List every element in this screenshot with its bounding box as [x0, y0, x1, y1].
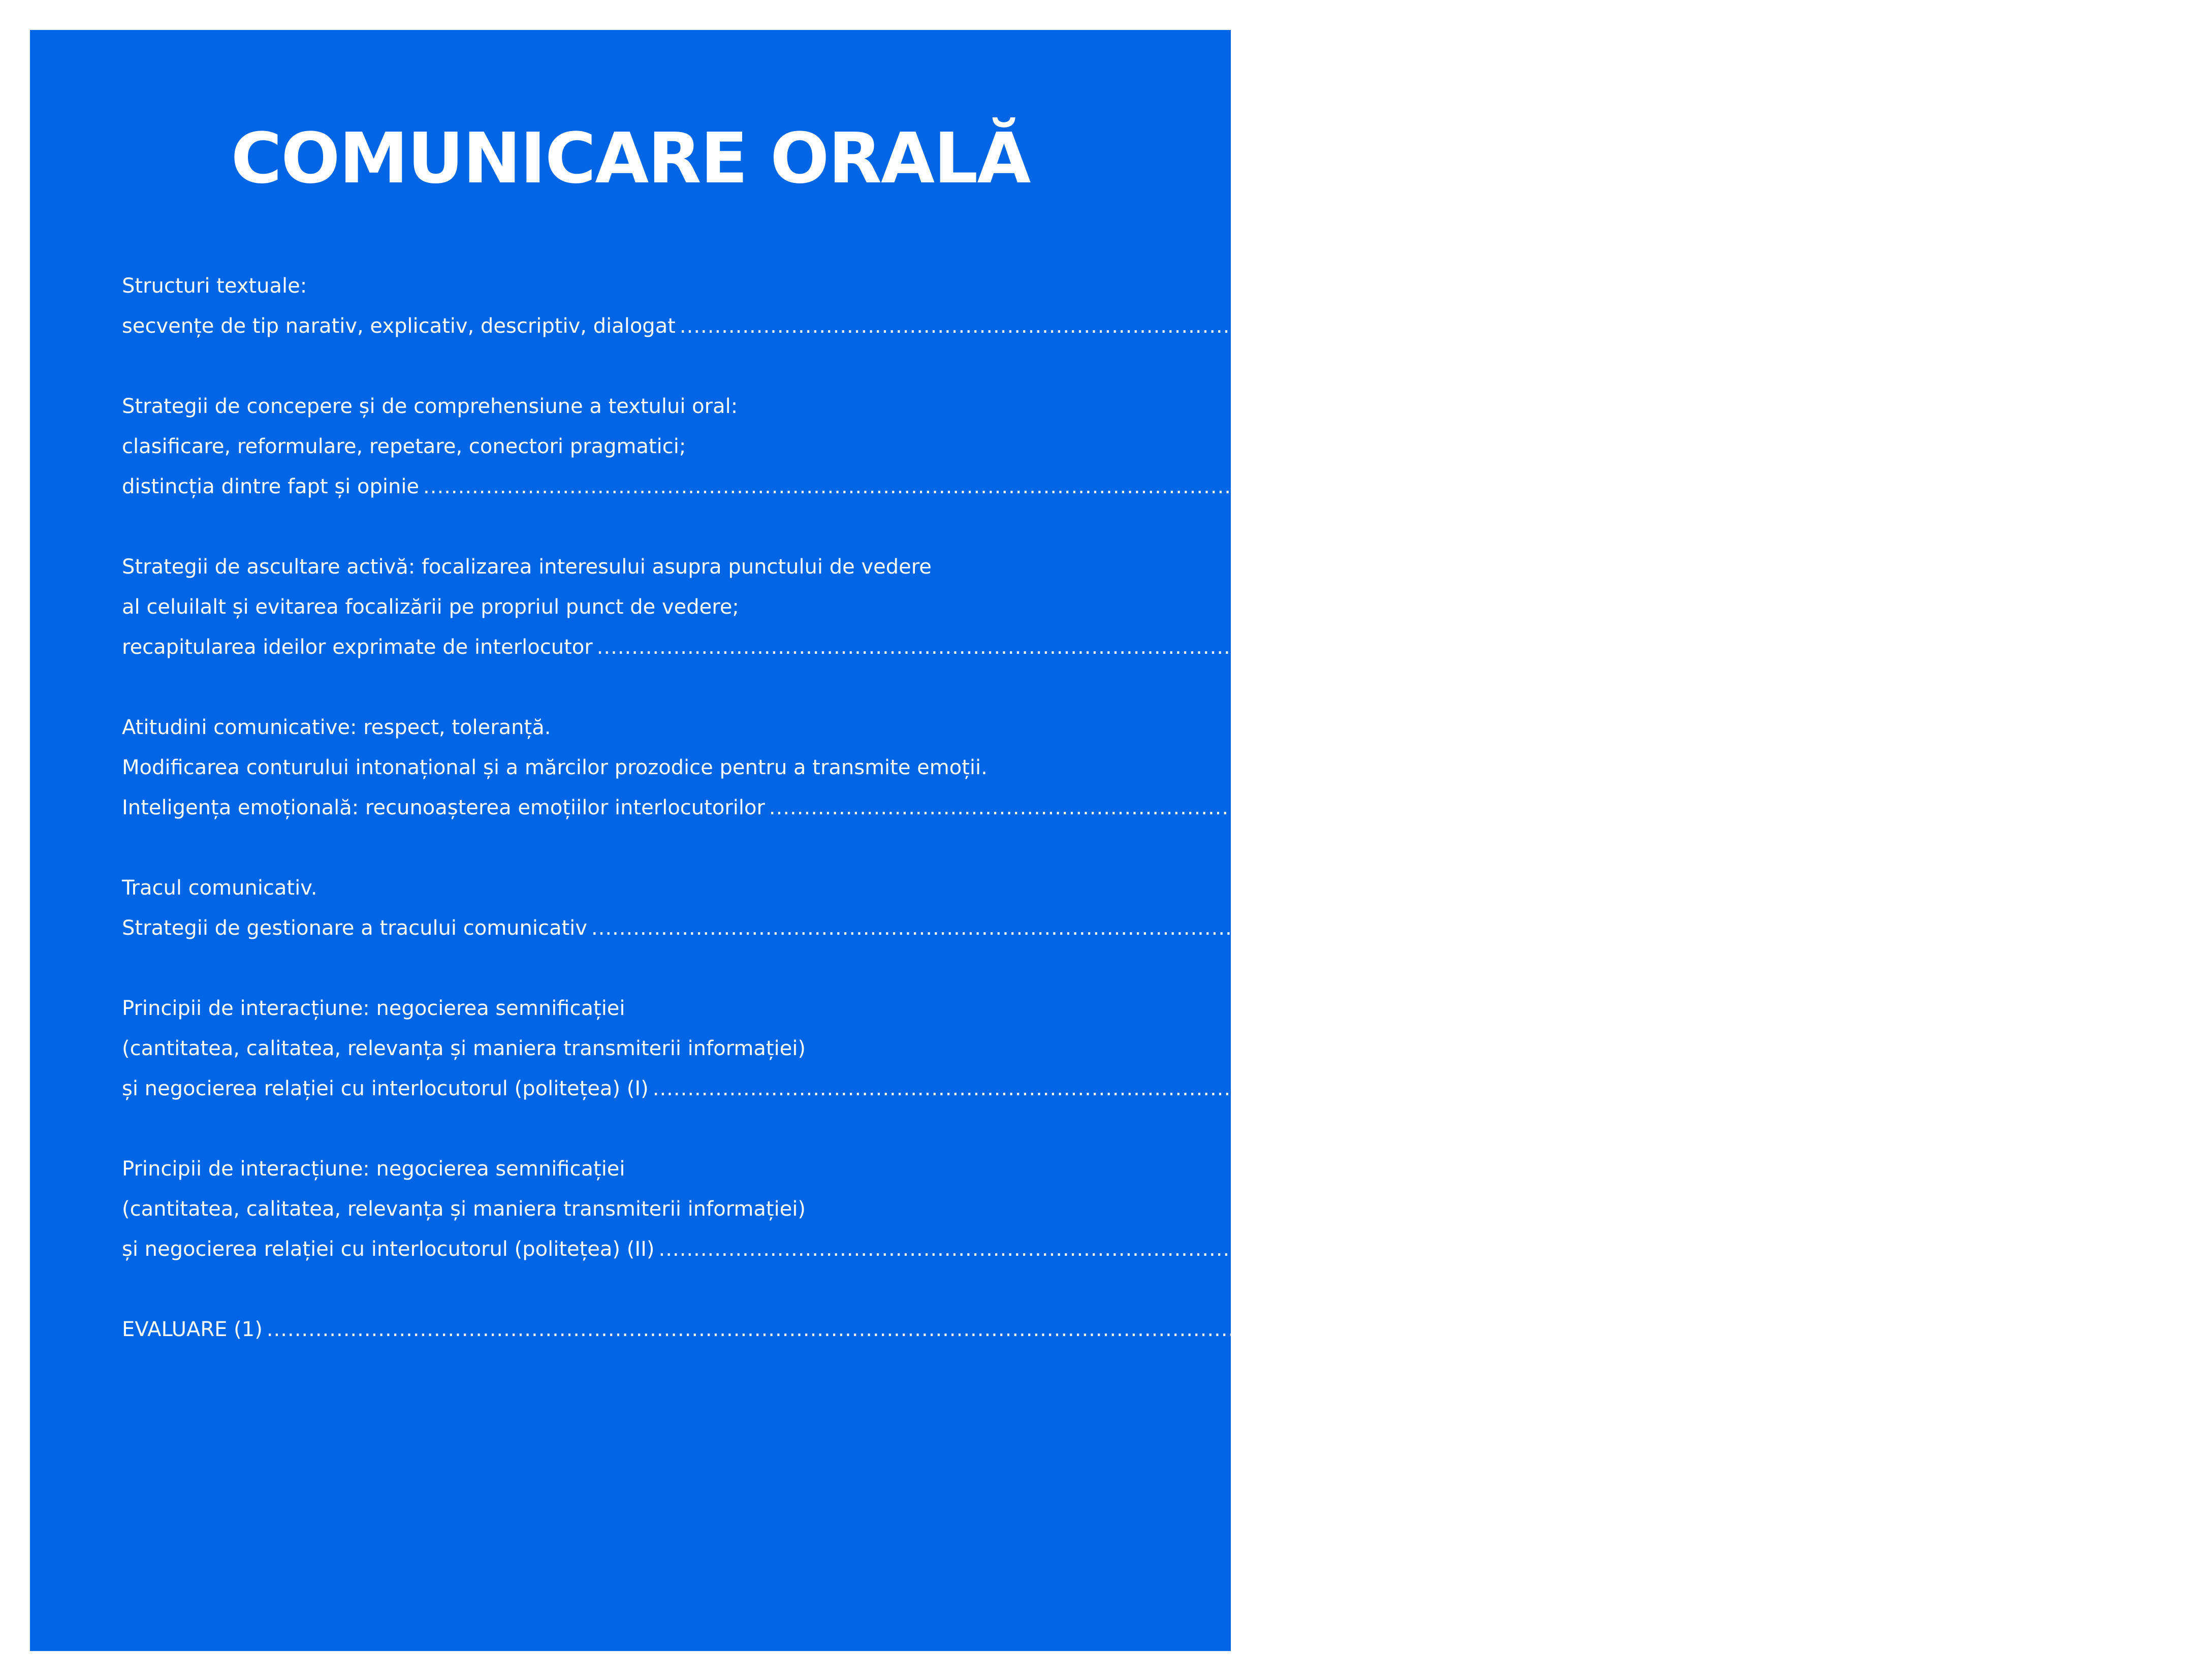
toc-entry-line: Modificarea conturului intonațional și a mărcilor prozodice pentru a transmite emoții.	[122, 756, 988, 779]
toc-entry-text: EVALUARE (1)	[122, 1318, 263, 1341]
toc-entry-ascultare-activa[interactable]	[122, 547, 2024, 668]
page-number: 27	[2059, 1238, 2086, 1261]
toc-entry-last-line	[122, 1310, 1694, 1350]
toc-entry-line: clasificare, reformulare, repetare, conectori pragmatici;	[122, 435, 686, 458]
toc-entry-last-line	[122, 627, 2024, 668]
toc-entry-strategii-concepere[interactable]	[122, 387, 1851, 507]
page-number: 23	[2170, 796, 2196, 819]
toc-entry-tracul-comunicativ[interactable]	[122, 868, 2018, 948]
page-number: 28	[1667, 1318, 1694, 1341]
dot-leader: ........................................................................................................................................................................................................	[769, 796, 2162, 819]
toc-entry-text: distincția dintre fapt și opinie	[122, 475, 420, 498]
toc-entry-last-line	[122, 1069, 2080, 1109]
toc-entry-principii-interactiune-1[interactable]	[122, 989, 2080, 1109]
toc-entry-last-line	[122, 1229, 2086, 1270]
chapter-title: COMUNICARE ORALĂ	[231, 118, 1030, 199]
page-number: 25	[1992, 916, 2018, 940]
toc-entry-principii-interactiune-2[interactable]	[122, 1149, 2086, 1270]
toc-entry-line: Principii de interacțiune: negocierea semnificației	[122, 1157, 625, 1181]
dot-leader: ........................................................................................................................................................................................................	[679, 314, 2073, 338]
toc-entry-evaluare[interactable]	[122, 1310, 1694, 1350]
toc-entry-last-line	[122, 306, 2107, 346]
dot-leader: ........................................................................................................................................................................................................	[266, 1318, 1660, 1341]
toc-entry-text: secvențe de tip narativ, explicativ, descriptiv, dialogat	[122, 314, 676, 338]
toc-entry-line: Principii de interacțiune: negocierea semnificației	[122, 997, 625, 1020]
toc-entry-line: Atitudini comunicative: respect, toleranță.	[122, 716, 551, 739]
dot-leader: ........................................................................................................................................................................................................	[423, 475, 1817, 498]
page-number: 26	[2053, 1077, 2080, 1100]
toc-entry-line: al celuilalt și evitarea focalizării pe propriul punct de vedere;	[122, 595, 739, 619]
toc-entry-text: recapitularea ideilor exprimate de interlocutor	[122, 636, 593, 659]
toc-entry-text: Inteligența emoțională: recunoașterea emoțiilor interlocutorilor	[122, 796, 765, 819]
toc-entry-line: Structuri textuale:	[122, 274, 307, 298]
toc-entry-line: Tracul comunicativ.	[122, 876, 317, 900]
toc-entry-text: Strategii de gestionare a tracului comunicativ	[122, 916, 587, 940]
dot-leader: ........................................................................................................................................................................................................	[652, 1077, 2046, 1100]
chapter-panel	[30, 30, 2196, 1651]
toc-entry-atitudini-comunicative[interactable]	[122, 708, 2196, 828]
page-number: 19	[1824, 475, 1851, 498]
toc-entry-last-line	[122, 908, 2018, 948]
toc-entry-line: (cantitatea, calitatea, relevanța și maniera transmiterii informației)	[122, 1197, 806, 1221]
page-number: 17	[2080, 314, 2107, 338]
toc-entry-line: Strategii de concepere și de comprehensiune a textului oral:	[122, 395, 738, 418]
toc-entry-text: și negocierea relației cu interlocutorul (politețea) (II)	[122, 1238, 655, 1261]
toc-entry-line: (cantitatea, calitatea, relevanța și maniera transmiterii informației)	[122, 1037, 806, 1060]
table-of-contents	[122, 266, 2196, 1350]
toc-entry-last-line	[122, 467, 1851, 507]
toc-entry-text: și negocierea relației cu interlocutorul (politețea) (I)	[122, 1077, 649, 1100]
page-number: 21	[1997, 636, 2024, 659]
toc-entry-structuri-textuale[interactable]	[122, 266, 2107, 346]
toc-entry-last-line	[122, 788, 2196, 828]
dot-leader: ........................................................................................................................................................................................................	[596, 636, 1990, 659]
dot-leader: ........................................................................................................................................................................................................	[658, 1238, 2052, 1261]
toc-entry-line: Strategii de ascultare activă: focalizarea interesului asupra punctului de vedere	[122, 555, 932, 579]
dot-leader: ........................................................................................................................................................................................................	[591, 916, 1985, 940]
